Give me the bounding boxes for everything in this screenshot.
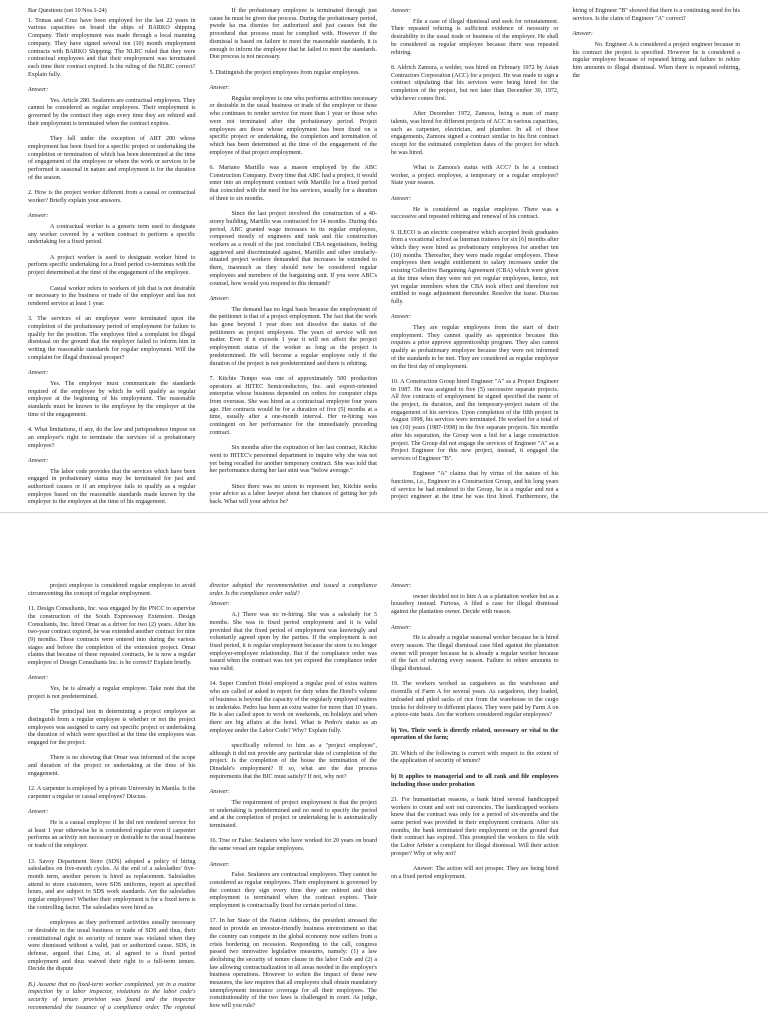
answer-label: Answer: [209,861,230,868]
answer-label: Answer: [28,213,49,220]
answer-text: The principal test in determining a project employee as distinguish from a regular employee is whether or not the project employees was assigned to carry out specific project or undertaking the duration of which were specified at the time the employees was engaged for the project. [28,709,196,747]
answer-text: There is no showing that Omar was informed of the scope and duration of the project or undertaking at the time of his engagement. [28,755,196,777]
answer-text: Six months after the expiration of her last contract, Kitchie went to HITEC's personnel department to inquire why she was not yet being recalled for another temporary contract. She was told that her performance during her last stint was "below average." [209,445,377,475]
answer-text: What is Zamora's status with ACC? Is he a contract worker, a project employee, a temporary or a regular employee? State your reason. [391,165,559,187]
answer-text: The demand has no legal basis because the employment of the petitioner is that of a project employment. The fact that the work has gone beyond 1 year does not dissolve the status of the petitioners as project employees. The years of service will not matter. Even if it exceeds 1 year it will not affect the project employment status of the worker as long as the project is predetermined. He will become a regular employee only if the duration of the project is not predetermined and there is rehiring. [209,306,377,367]
answer-text: They fall under the exception of ART 280 whose employment has been fixed for a specific project or undertaking the completion or termination of which has been determined at the time of engagement of the employee or where the work or services to be performed is seasonal in nature and employment is for the duration of the season. [28,136,196,181]
answer-text: Since the last project involved the construction of a 40-storey building, Martillo was contracted for 14 months. During this period, ABC granted wage increases to its regular employees, composed mostly of engineers and rank and file construction workers as a result of the just concluded CBA negotiations, feeling aggrieved and discriminated against, Martillo and other similarly-situated project workers demanded that increases be extended to them, inasmuch as they should now be considered regular employees and members of the bargaining unit. If you were ABC's counsel, how would you respond to this demand? [209,211,377,287]
question-text: 19. The workers worked as cargadores as the warehouse and ricemills of Farm A for several years. As cargadores, they loaded, unloaded and piled sacks of rice from the warehouse to the cargo trucks for delivery to different places. They were paid by Farm A on a piece-rate basis. Are the workers considered regular employees? [391,681,559,719]
question-text: 5. Distinguish the project employees from regular employees. [209,69,360,76]
question-text: 14. Super Comfort Hotel employed a regular pool of extra waiters who are called or asked to report for duty when the Hotel's volume of business is beyond the capacity of the regularly employed waiters to undertake. Pedro has been an extra waiter for more than 10 years. He is also called upon to work on weekends, on holidays and when there are big affairs at the hotel. What is Pedro's status as an employee under the Labor Code? Why? Explain fully. [209,681,377,734]
document-heading: Bar Questions (set 10 Nos.1-24) [28,8,107,14]
question-text: 21. For humanitarian reasons, a bank hired several handicapped workers to count and sort out currencies. The handicapped workers knew that the contract was only for a period of six-months and the same period was provided in their employment contracts. After six months, the bank terminated their employment on the ground that their contract has expired. This prompted the workers to file with the Labor Arbiter a complaint for illegal dismissal. Will their action prosper? Why or why not? [391,796,559,857]
answer-text: The requirement of project employment is that the project or undertaking is predetermined and no need to specify the period and at the completion of project or undertaking he is automatically terminated. [209,799,377,830]
answer-text: A.) There was no re-hiring. She was a saleslady for 5 months. She was in fixed period employment and it is valid provided that the fixed period of employment was knowingly and voluntarily agreed upon by the parties. If the employment is not fixed period, it is regular employment because the store is no longer employer-employee relationship. But if the compliance order was issued when the contract was not yet expired the compliance order was valid. [209,612,377,673]
document-page-1 [0,0,768,512]
answer-text: A project worker is used to designate worker hired to perform specific undertaking for a fixed period co-terminus with the project determined at the time of the engagement of the employee. [28,254,196,277]
answer-label: Answer: [28,457,49,464]
question-text: 4. What limitations, if any, do the law and jurisprudence impose on an employer's right to terminate the services of a probationary employee? [28,427,196,449]
question-text: 9. ILECO is an electric cooperative which accepted fresh graduates from a vocational school as lineman trainees for six [6] months after which they were hired as probationary employees for another ten (10) months. Thereafter, they were made regular employees. These employees then sought entitlement to salary increases under the existing Collective Bargaining Agreement (CBA) which were given at the time when they were not yet regular employees, hence, not yet regular members when the CBA took effect and therefore not entitled to wage adjustment thereunder. Resolve the issue. Discuss fully. [391,229,559,305]
answer-text: Yes, he is already a regular employee. Take note that the project is not predetermined. [28,686,196,700]
answer-text: Yes. The employer must communicate the standards required of the employee by which he will qualify as regular employee at the beginning of his employment. The reasonable standards must be known to the employee by the employer at the time of the engagement. [28,380,196,418]
answer-text: project employee is considered regular employee to avoid circumventing the concept of regular employment. [28,583,196,597]
answer-text: employees as they performed activities usually necessary or desirable in the usual business or trade of SDS and thus, their constitutional right to security of tenure was violated when they were dismissed without a valid, just or authorized cause. SDS, in defense, argued that Lina, et. al agreed to a fixed period employment and thus waived their right to a full-term tenure. Decide the dispute [28,920,196,973]
answer-text: If the probationary employee is terminated through just cause he must be given due process. During the probationary period, pwede ka ma dismiss for authorized and just causes but the procedural due process must be complied with. However if the dismissal is based on failure to meet the reasonable standards, it is enough to inform the employee that he failed to meet the standards. Due process is not necessary. [209,8,377,61]
answer-text: False. Seafarers are contractual employees. They cannot be considered as regular employees. Their employment is governed by the contract they sign every time they are rehired and their employment is terminated when the contract expires. Their employment is contractually fixed for certain period of time. [209,872,377,910]
question-text: 20. Which of the following is correct with respect to the extent of the application of security of tenure? [391,750,559,765]
answer-text: He is already a regular seasonal worker because he is hired every season. The illegal dismissal case filed against the plantation owner will prosper because he is already a regular worker because of the fact of rehiring every season. Failure to rehire amounts to illegal dismissal. [391,635,559,673]
answer-label: Answer: [391,624,412,631]
answer-label: Answer: [28,87,49,94]
question-text: 16. True or False: Seafarers who have worked for 20 years on board the same vessel are regular employees. [209,838,377,853]
answer-label: Answer: [209,789,230,796]
answer-label: Answer: [391,8,412,14]
answer-text: After December 1972, Zamora, being a man of many talents, was hired for different projects of ACC in various capacities, such as carpenter, electrician, and plumber. In all of these engagements, Zamora signed a contract similar to his first contract except for the estimated completion dates of the project for which he was hired. [391,111,559,156]
answer-text: Answer: The action will not prosper. They are being hired on a fixed period employment. [391,866,559,880]
answer-label: Answer: [28,370,49,377]
question-text: 10. A Construction Group hired Engineer "A" as a Project Engineer in 1987. He was assigned to five (5) successive separate projects. All five contracts of employment he signed specified the name of the project, its duration, and the temporary-project nature of the engagement of his services. Upon completion of the fifth project in August 1998, his services were terminated. He worked for a total of ten (10) years (1987-1998) in the five separate projects. Six months after his separation, the Group won a bid for a large construction project. The Group did not engage the services of Engineer "A" as a Project Engineer for this new project, instead, it engaged the services of Engineer "B". [391,378,559,462]
answer-text: Engineer "A" claims that by virtue of the nature of his functions, i.e., Engineer in a Construction Group, and his long years of service he had rendered to the Group, he is a regular and not a project engineer at the time he was first hired. Furthermore, the hiring of Engineer "B" showed that there is a continuing need for his services. Is the claim of Engineer "A" correct? [391,8,740,501]
question-text: 3. The services of an employee were terminated upon the completion of the probationary period of employment for failure to qualify for the position. The employee filed a complaint for illegal dismissal on the ground that the employer failed to inform him in writing the reasonable standards for regular employment. Will the complaint for illegal dismissal prosper? [28,316,196,361]
page-1-text-columns [28,8,740,508]
answer-text: Casual worker refers to workers of job that is not desirable or necessary to the business or trade of the employer and has not rendered service at least 1 year. [28,285,196,307]
page-2-text-columns [28,583,740,1021]
question-text: 6. Mariano Martillo was a mason employed by the ABC Construction Company. Every time that ABC had a project, it would enter into an employment contract with Martillo for a fixed period that coincided with the need for his services, usually for a duration of three to six months. [209,165,377,202]
answer-text: owner decided not to hire A as a plantation worker but as a houseboy instead. Furious, A filed a case for illegal dismissal against the plantation owner. Decide with reason. [391,593,559,616]
answer-text: He is a casual employee if he did not rendered service for at least 1 year otherwise he is considered regular even if carpenter performs an activity not necessary or desirable to the usual business or trade of the employer. [28,820,196,850]
answer-label: Answer: [209,85,230,91]
answer-text: He is considered as regular employee. There was a successive and repeated rehiring and renewal of his contract. [391,206,559,221]
question-text: 1. Tomas and Cruz have been employed for the last 22 years in various capacities on board the ships of BARKO shipping Company. Their employment was made through a local manning company. They have signed several ten (10) month employment contracts with BARKO Shipping. The NLRC ruled that they were contractual employees and that their employment was terminated each time their contract expired. Is the ruling of the NLRC correct? Explain fully. [28,17,196,78]
answer-label: Answer: [209,295,230,302]
answer-text: Regular employee is one who performs activities necessary or desirable in the usual business or trade of the employer or those who continues to render service for more than 1 year or those who were not terminated after the probationary period. Project employees are those whose employment has been fixed on a specific project or undertaking, the completion and termination of which has been determined at the time of the engagement of the employee of that project employment. [209,95,377,156]
answer-label: Answer: [391,314,412,321]
answer-text: File a case of illegal dismissal and seek for reinstatement. Their repeated rehiring is sufficient evidence of necessity or desirability to the usual trade or business of the employer. He shall be considered as regular employee because there was repeated rehiring. [391,18,559,56]
question-text: 7. Kitchie Tempo was one of approximately 500 production operators at HITEC Semiconductors, Inc. and export-oriented enterprise whose business depended on orders for computer chips from overseas. She was hired as a contractual employee four years ago. Her contracts would be for a duration of five (5) months at a time, usually after a one-month interval. Her re-hiring was contingent on her performance for the immediately preceding contract. [209,375,377,436]
answer-text: Yes. Article 280. Seafarers are contractual employees. They cannot be considered as regular employees. Their employment is governed by the contract they sign every time they are rehired and their employment is terminated when the contract expires. [28,97,196,127]
question-text: 2. How is the project worker different from a casual or contractual worker? Briefly explain your answers. [28,190,196,204]
answer-choice: b) Yes, Their work is directly related, necessary or vital to the operation of the farm; [391,727,559,742]
answer-label: Answer: [391,583,412,589]
answer-text: specifically referred to him as a "project employee", although it did not provide any particular date of completion of the project. Is the completion of the house the termination of the Dinsdale's employment? If so, what are the due process requirements that the BIC must satisfy? If not, why not? [209,743,377,780]
answer-text: The labor code provides that the services which have been engaged in probationary status may be terminated for just and authorized causes or if an employee fails to qualify as a regular employee based on the reasonable standards made known by the employer to the employee at the time of his engagement. [28,468,196,506]
answer-text: Since there was no union to represent her, Kitchie seeks your advice as a labor lawyer about her chances of getting her job back. What will your advice be? [209,483,377,506]
answer-text: No. Engineer A is considered a project engineer because in his contract the project is specified. However he is considered a regular employee because of repeated hiring and failure to rehire him amounts to illegal dismissal. When there is repeated rehiring, the [572,41,740,79]
document-page-2 [0,512,768,1025]
answer-label: Answer: [572,31,593,38]
question-text: 13. Savoy Department Store (SDS) adopted a policy of hiring salesladies on five-month cycles. At the end of a salesladies' five-month term, another person is hired as replacement. Salesladies attend to store customers, were SDS uniforms, report at specified hours, and are subject to SDS work standards. Are the salesladies regular employees? Whether their employment is for a fixed term is the controlling factor. The salesladies were hired as [28,858,196,911]
answer-label: Answer: [209,601,230,608]
answer-label: B.) Assume that no fixed-term worker complained, yet in a routine inspection by a labor inspector, violations to the labor code's security of tenure provision was found and the inspector recommended the issuance of a compliance order. The regional director adopted the recommendation and issued a compliance order. Is the compliance order valid? [28,583,377,1011]
answer-choice: b) It applies to managerial and to all rank and file employees including those under probation [391,773,559,788]
question-text: 11. Design Consultants, Inc. was engaged by the PNCC to supervise the construction of the South Expressway Extension. Design Consultants, Inc. hired Omar as a driver for two (2) years. After his two-year contract expired, he was extended another contract for nine (9) months. These contracts were entered into during the various stages and before the completion of the extension project. Omar claims that because of these repeated contracts, he is now a regular employee of Design Consultants Inc. is he correct? Explain briefly. [28,606,196,667]
question-text: 12. A carpenter is employed by a private University in Manila. Is the carpenter a regular or casual employee? Discuss. [28,786,196,800]
answer-label: Answer: [391,195,412,202]
question-text: 17. In her State of the Nation Address, the president stressed the need to provide an investor-friendly business environment so that the country can compete in the global economy now suffers from a crisis bordering on recession. Responding to the call, congress passed two innovative legislative measures, namely: (1) a law abolishing the security of tenure clause in the labor Code and (2) a law allowing contractualization in all areas needed in the employer's business operations. However to soften the impact of these new measures, the law requires that all employers shall obtain mandatory unemployment insurance coverage for all their employees. The constitutionality of the two laws is challenged in court. As judge, how will you rule? [209,918,377,1010]
answer-text: They are regular employees from the start of their employment. They cannot qualify as apprentice because this requires a prior approve apprenticeship program. They also cannot qualify as probationary employee because they were not informed of the standards to be met. They are considered as regular employee on the first day of employment. [391,325,559,370]
answer-label: Answer: [28,675,49,682]
answer-label: Answer: [28,809,49,816]
answer-text: A contractual worker is a generic term used to designate any worker covered by a written contract to perform a specific undertaking for a fixed period. [28,223,196,246]
question-text: 8. Aldrich Zamora, a welder, was hired on February 1972 by Asian Contractors Corporation (ACC) for a project. He was made to sign a contract stipulating that his services were being hired for the completion of the project, but not later than December 30, 1972, whichever comes first. [391,64,559,102]
